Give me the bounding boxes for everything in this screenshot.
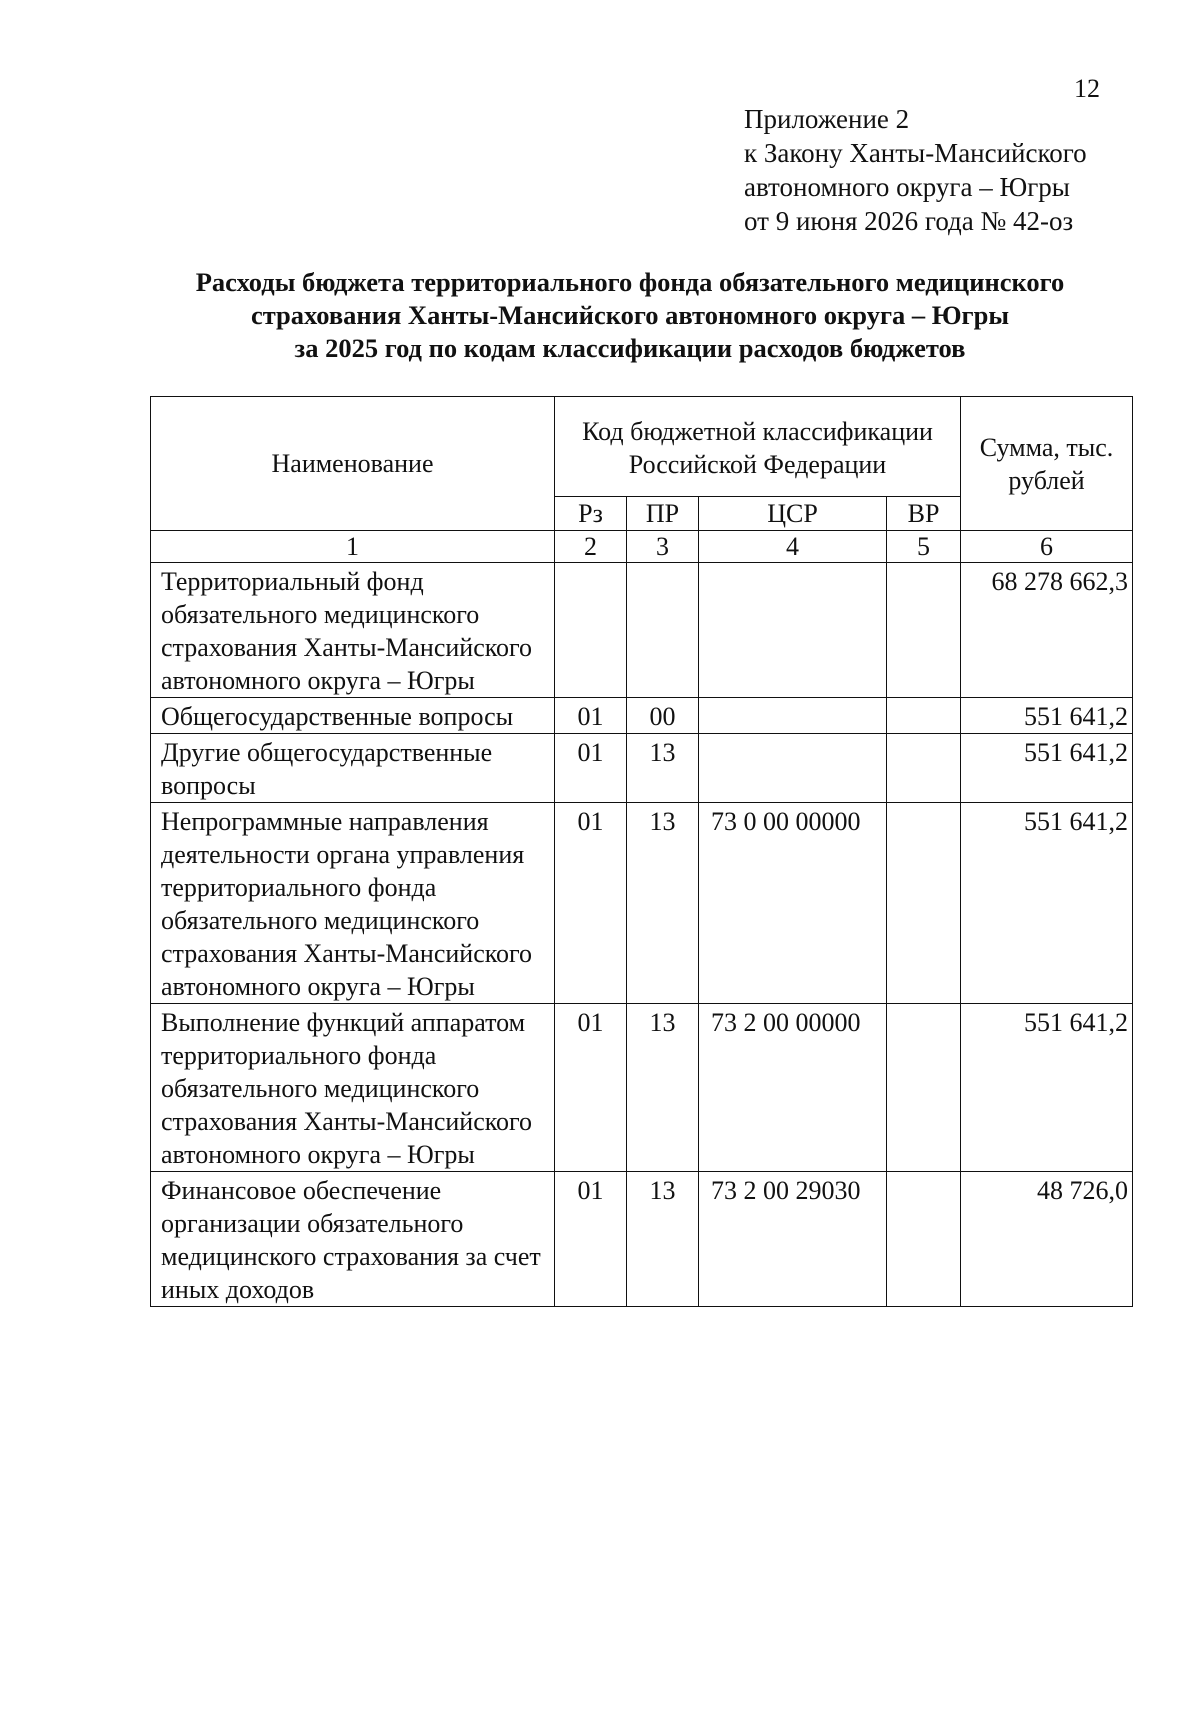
column-number: 3 <box>627 531 699 563</box>
row-csr <box>699 698 887 734</box>
row-pr: 00 <box>627 698 699 734</box>
row-rz: 01 <box>555 734 627 803</box>
row-vr <box>887 563 961 698</box>
row-rz: 01 <box>555 698 627 734</box>
row-sum: 551 641,2 <box>961 803 1133 1004</box>
row-vr <box>887 734 961 803</box>
table-row <box>151 734 1133 803</box>
row-csr: 73 0 00 00000 <box>699 803 887 1004</box>
document-title <box>120 266 1140 365</box>
title-line: страхования Ханты-Мансийского автономного округа – Югры <box>250 300 1010 330</box>
row-csr: 73 2 00 29030 <box>699 1172 887 1307</box>
annex-line: автономного округа – Югры <box>744 172 1070 202</box>
row-pr <box>627 563 699 698</box>
row-vr <box>887 698 961 734</box>
header-sum: Сумма, тыс. рублей <box>961 397 1133 531</box>
annex-line: к Закону Ханты-Мансийского <box>744 138 1087 168</box>
row-csr <box>699 734 887 803</box>
title-line: Расходы бюджета территориального фонда обязательного медицинского <box>195 267 1065 297</box>
row-vr <box>887 803 961 1004</box>
row-name: Другие общегосударственные вопросы <box>151 734 555 803</box>
row-pr: 13 <box>627 1172 699 1307</box>
row-rz: 01 <box>555 803 627 1004</box>
row-rz: 01 <box>555 1172 627 1307</box>
row-pr: 13 <box>627 1004 699 1172</box>
row-vr <box>887 1004 961 1172</box>
column-number-row <box>151 531 1133 563</box>
column-number: 6 <box>961 531 1133 563</box>
header-budget-code: Код бюджетной классификации Российской Федерации <box>555 397 961 497</box>
row-pr: 13 <box>627 803 699 1004</box>
row-csr <box>699 563 887 698</box>
annex-reference <box>744 102 1087 238</box>
column-number: 4 <box>699 531 887 563</box>
title-line: за 2025 год по кодам классификации расходов бюджетов <box>294 333 966 363</box>
header-rz: Рз <box>555 497 627 531</box>
row-name: Общегосударственные вопросы <box>151 698 555 734</box>
row-sum: 68 278 662,3 <box>961 563 1133 698</box>
row-sum: 551 641,2 <box>961 698 1133 734</box>
table-row <box>151 1004 1133 1172</box>
row-csr: 73 2 00 00000 <box>699 1004 887 1172</box>
annex-line: Приложение 2 <box>744 104 910 134</box>
row-rz <box>555 563 627 698</box>
row-sum: 48 726,0 <box>961 1172 1133 1307</box>
header-pr: ПР <box>627 497 699 531</box>
table-row <box>151 563 1133 698</box>
header-csr: ЦСР <box>699 497 887 531</box>
row-sum: 551 641,2 <box>961 1004 1133 1172</box>
row-name: Территориальный фонд обязательного медицинского страхования Ханты-Мансийского автономного округа – Югры <box>151 563 555 698</box>
header-vr: ВР <box>887 497 961 531</box>
row-name: Выполнение функций аппаратом территориального фонда обязательного медицинского страхования Ханты-Мансийского автономного округа – Югры <box>151 1004 555 1172</box>
table-row <box>151 803 1133 1004</box>
annex-line: от 9 июня 2026 года № 42-оз <box>744 206 1074 236</box>
row-vr <box>887 1172 961 1307</box>
expenditure-table <box>150 396 1133 1307</box>
row-name: Финансовое обеспечение организации обязательного медицинского страхования за счет иных доходов <box>151 1172 555 1307</box>
row-pr: 13 <box>627 734 699 803</box>
row-rz: 01 <box>555 1004 627 1172</box>
column-number: 5 <box>887 531 961 563</box>
column-number: 2 <box>555 531 627 563</box>
page-number: 12 <box>1074 74 1100 103</box>
header-name: Наименование <box>151 397 555 531</box>
row-name: Непрограммные направления деятельности органа управления территориального фонда обязательного медицинского страхования Ханты-Мансийского автономного округа – Югры <box>151 803 555 1004</box>
column-number: 1 <box>151 531 555 563</box>
table-row <box>151 1172 1133 1307</box>
row-sum: 551 641,2 <box>961 734 1133 803</box>
table-row <box>151 698 1133 734</box>
